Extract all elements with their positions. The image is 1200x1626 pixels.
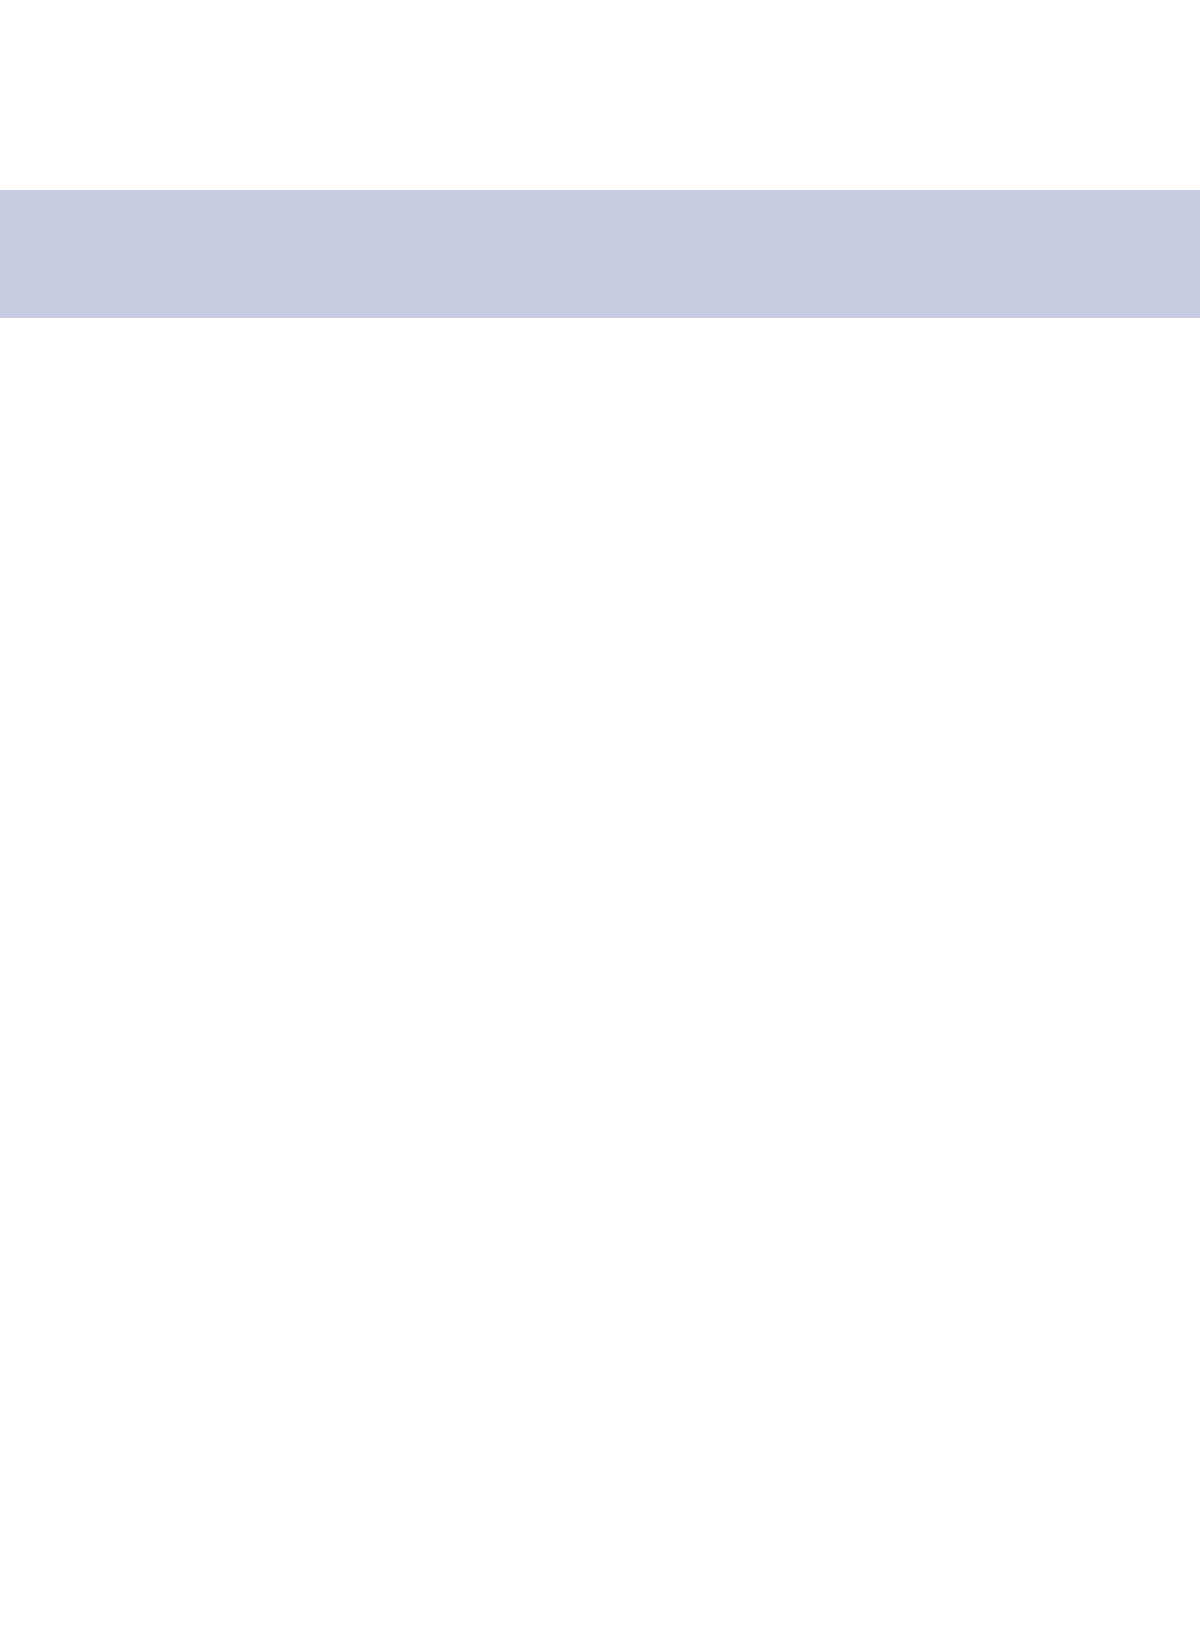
title-band <box>0 190 1200 318</box>
